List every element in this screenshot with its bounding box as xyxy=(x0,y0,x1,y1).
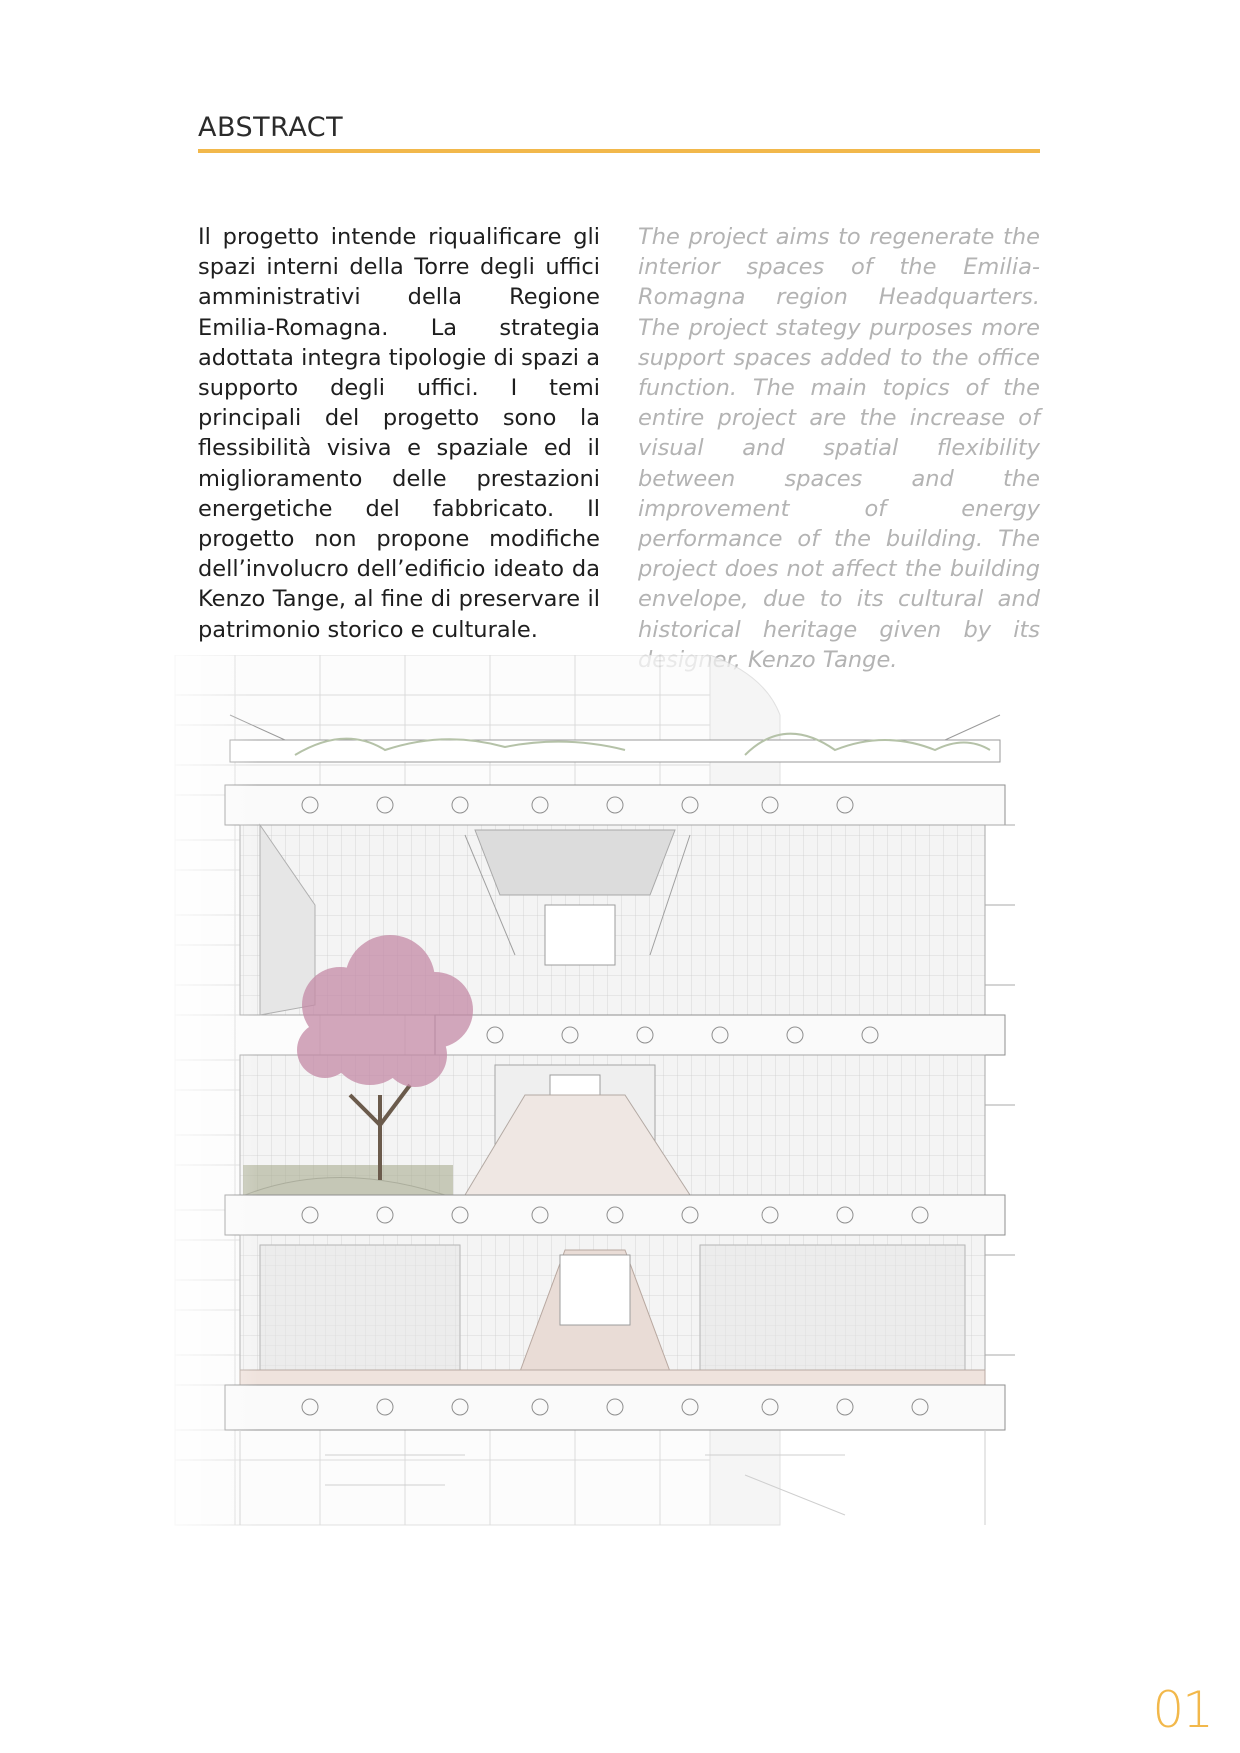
abstract-english: The project aims to regenerate the interior spaces of the Emilia-Romagna region Headquarters. The project stategy purposes more support spaces added to the office function. The main topics of the entire project are the increase of visual and spatial flexibility between spaces and the improvement of energy performance of the building. The project does not affect the building envelope, due to its cultural and historical heritage given by its xyxy=(638,224,1040,643)
page-number: 01 xyxy=(1152,1681,1212,1739)
heading-underline xyxy=(198,149,1040,153)
building-section-drawing xyxy=(145,655,1085,1645)
abstract-italian: Il progetto intende riqualificare gli spazi interni della Torre degli uffici amministrativi della Regione Emilia-Romagna. La strategia adottata integra tipologie di spazi a supporto degli uffici. I temi principali del progetto sono la flessibilità visiva e spaziale ed il miglioramento delle prestazioni energetiche del fabbricato. Il progetto non propone modifiche dell’involucro dell’edificio ideato da Kenzo Tange, al fine di preservare il patrimonio storico e culturale. xyxy=(198,224,600,643)
section-heading: ABSTRACT xyxy=(198,112,344,143)
